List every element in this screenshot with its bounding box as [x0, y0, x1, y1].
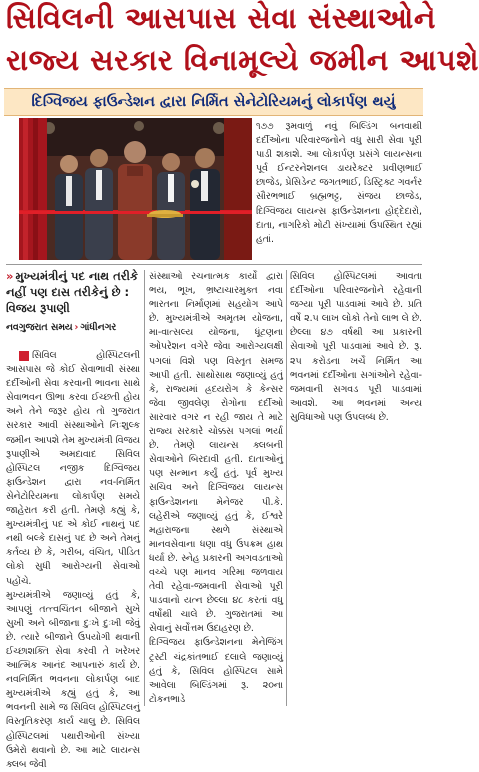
subheadline: દિગ્વિજય ફાઉન્ડેશન દ્વારા નિર્મિત સેનેટોરિયમનું લોકાર્પણ થયું — [4, 88, 423, 116]
photo-illustration — [19, 118, 252, 260]
headline-line-1: સિવિલની આસપાસ સેવા સંસ્થાઓને — [6, 1, 436, 35]
pull-quote — [6, 268, 142, 316]
byline — [6, 322, 142, 333]
article-column-1: સિવિલ હોસ્પિટલની આસપાસ જે કોઈ સેવાભાવી સંસ્થા દર્દીઓની સેવા કરવાની ભાવના સાથે સેવાભવન ઊભા કરવા ઈચ્છતી હોય અને તેને જરૂર હોય તો ગુજરાત સરકાર આવી સંસ્થાઓને નિઃશુલ્ક જમીન આપશે તેમ મુખ્યમંત્રી વિજય રૂપાણીએ અમદાવાદ સિવિલ હોસ્પિટલ નજીક દિગ્વિજય ફાઉન્ડેશન દ્વારા નવ-નિર્મિત સેનેટોરિયમના લોકાર્પણ સમયે જાહેરાત કરી હતી. તેમણે કહ્યું કે, મુખ્યમંત્રીનું પદ એ કોઈ નાથનું પદ નથી બલ્કે દાસનું પદ છે અને તેમનું કર્તવ્ય છે કે, ગરીબ, વંચિત, પીડિત લોકો સુધી આરોગ્યની સેવાઓ પહોંચે. મુખ્યમંત્રીએ જણાવ્યું હતું કે, આપણું તત્ત્વચિંતન બીજાને સુખે સુખી અને બીજાના દુઃખે દુઃખી જેવું છે. ત્યારે બીજાને ઉપયોગી થવાની ઈચ્છાશક્તિ સેવા કરવી તે ખરેખર આત્મિક આનંદ આપનારું કાર્ય છે. નવનિર્મિત ભવનના લોકાર્પણ બાદ મુખ્યમંત્રીએ કહ્યું હતું કે, આ ભવનની સામે જ સિવિલ હોસ્પિટલનું વિસ્તૃતિકરણ કાર્ય ચાલુ છે. સિવિલ હોસ્પિટલમાં પથારીઓની સંખ્યા ઉમેરો થવાનો છે. આ માટે લાયન્સ ક્લબ જેવી — [6, 350, 140, 770]
article-column-3: સિવિલ હોસ્પિટલમાં આવતા દર્દીઓના પરિવારજનોને રહેવાની જગ્યા પૂરી પાડવામાં આવે છે. પ્રતિ વર્ષે ૨.૫ લાખ લોકો તેનો લાભ લે છે. છેલ્લા ૪૭ વર્ષથી આ પ્રકારની સેવાઓ પૂરી પાડવામાં આવે છે. રૂ. ૨૫ કરોડના ખર્ચે નિર્મિત આ ભવનમાં દર્દીઓના સગાંઓને રહેવા-જમવાની સગવડ પૂરી પાડવામાં આવશે. આ ભવનમાં અન્ય સુવિધાઓ પણ ઉપલબ્ધ છે. — [290, 271, 422, 423]
column-divider — [144, 270, 145, 706]
article-column-2: સંસ્થાઓ રચનાત્મક કાર્યો દ્વારા ભય, ભૂખ, ભ્રષ્ટાચારમુક્ત નવા ભારતના નિર્માણમાં સહયોગ આપે છે. મુખ્યમંત્રીએ અમૃતમ યોજના, મા-વાત્સલ્ય યોજના, ધૂંટણના ઓપરેશન વગેરે જેવા આરોગ્યલક્ષી પગલાં વિશે પણ વિસ્તૃત સમજ આપી હતી. સાથોસાથ જણાવ્યું હતું કે, રાજ્યમાં હ્રદયરોગ કે કેન્સર જેવા જીવલેણ રોગોના દર્દીઓ સારવાર વગર ન રહી જાય તે માટે રાજ્ય સરકારે ચોક્કસ પગલાં ભર્યા છે. તેમણે લાયન્સ ક્લબની સેવાઓને બિરદાવી હતી. દાતાઓનું પણ સન્માન કર્યું હતું. પૂર્વ મુખ્ય સચિવ અને દિગ્વિજય લાયન્સ ફાઉન્ડેશનના મેનેજર પી.કે. લહેરીએ જણાવ્યું હતું કે, ઈશ્વરે મહારાજના સ્થળે સંસ્થાએ માનવસેવાના ધણા વધુ ઉપક્રમ હાથ ધર્યા છે. સ્નેહ પ્રકારની અગવડતાઓ વચ્ચે પણ માનવ ગરિમા જળવાય તેવી રહેવા-જમવાની સેવાઓ પૂરી પાડવાનો યત્ન છેલ્લા ૪૮ કરતાં વધુ વર્ષોથી ચાલે છે. ગુજરાતમાં આ સેવાનું સર્વોત્તમ ઉદાહરણ છે. દિગ્વિજય ફાઉન્ડેશનના મેનેજિંગ ટ્રસ્ટી ચંદ્રકાંતભાઈ દલાલે જણાવ્યું હતું કે, સિવિલ હોસ્પિટલ સામે આવેલા બિલ્ડિંગમાં રૂ. ૨૦ના ટોકનભાડે — [149, 271, 283, 705]
byline-city: ગાંધીનગર — [80, 322, 117, 333]
inauguration-photo — [19, 118, 252, 260]
intro-paragraph: ૧૭૭ રૂમવાળું નવું બિલ્ડિંગ બનવાથી દર્દીઓના પરિવારજનોને વધુ સારી સેવા પૂરી પાડી શકાશે. આ લોકાર્પણ પ્રસંગે લાયન્સના પૂર્વ ઈન્ટરનેશનલ ડાયરેક્ટર પ્રવીણભાઈ છાજેડ, પ્રેસિડેન્ટ જગતભાઈ, ડિસ્ટ્રિક્ટ ગવર્નર સૌરભભાઈ બ્રહ્મભટ્ટ, સંજય છાજેડ, દિગ્વિજય લાયન્સ ફાઉન્ડેશનના હોદ્દેદારો, દાતા, નાગરિકો મોટી સંખ્યામાં ઉપસ્થિત રહ્યાં હતાં. — [256, 121, 422, 245]
pull-quote-text: મુખ્યમંત્રીનું પદ નાથ તરીકે નહીં પણ દાસ તરીકેનું છે : વિજય રૂપાણી — [6, 269, 139, 315]
chevron-right-icon: › — [74, 322, 79, 333]
column-divider — [286, 270, 287, 706]
headline-line-2: રાજ્ય સરકાર વિનામૂલ્યે જમીન આપશે — [6, 43, 479, 77]
section-divider — [6, 264, 422, 265]
quote-mark-icon: » — [6, 269, 14, 283]
byline-source: નવગુજરાત સમય — [6, 322, 73, 333]
